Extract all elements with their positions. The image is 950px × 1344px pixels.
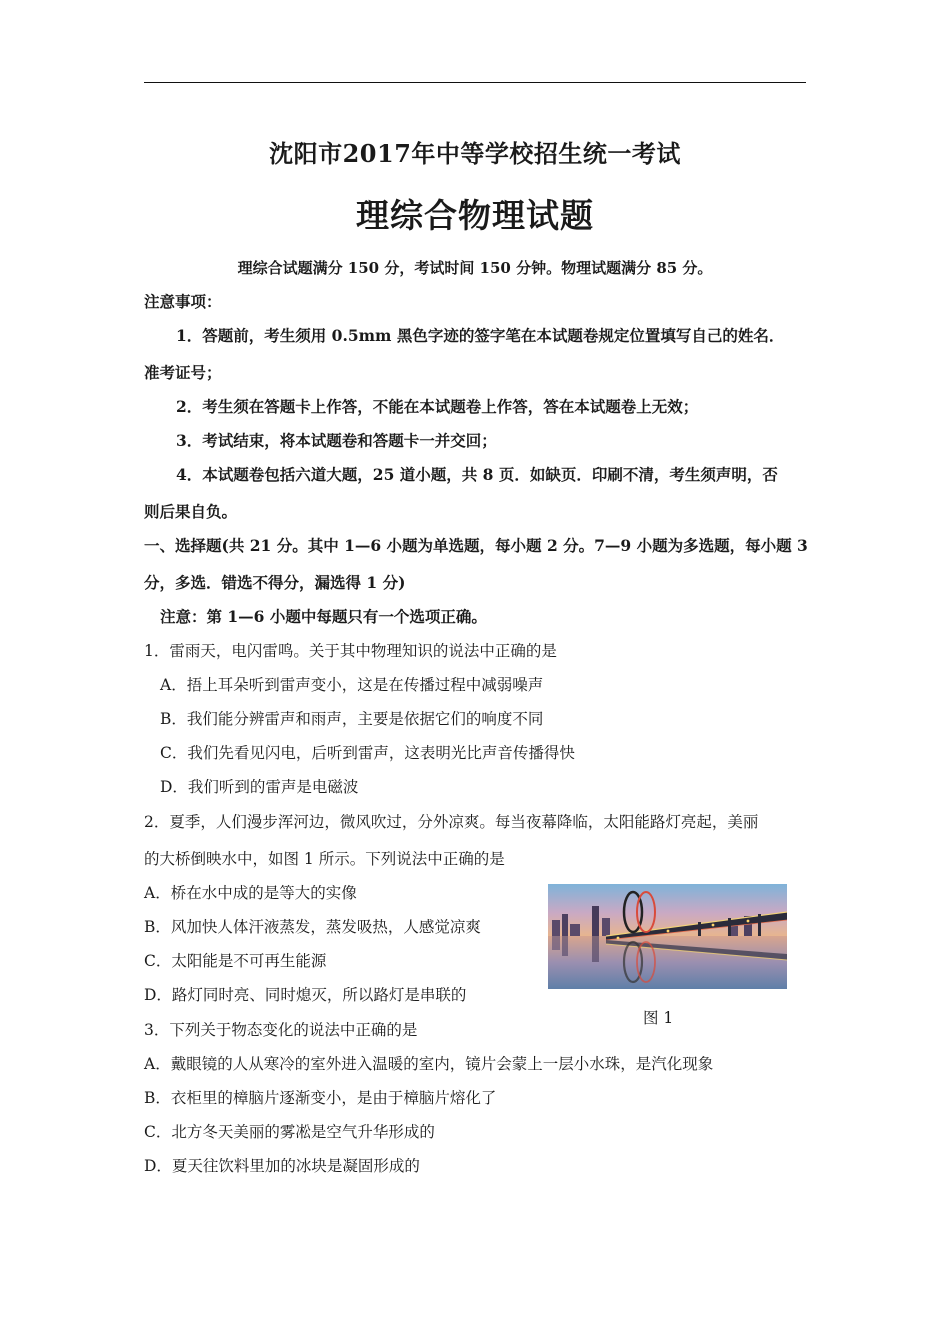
- q1-option-c: C．我们先看见闪电，后听到雷声，这表明光比声音传播得快: [160, 744, 575, 762]
- q2-stem: 2．夏季，人们漫步浑河边，微风吹过，分外凉爽。每当夜幕降临，太阳能路灯亮起，美丽: [144, 813, 759, 831]
- q3-option-a: A．戴眼镜的人从寒冷的室外进入温暖的室内，镜片会蒙上一层小水珠，是汽化现象: [144, 1055, 714, 1073]
- q3-stem: 3．下列关于物态变化的说法中正确的是: [144, 1021, 418, 1039]
- section1-heading: 一、选择题(共 21 分。其中 1—6 小题为单选题，每小题 2 分。7—9 小题为多选题，每小题 3: [144, 536, 808, 555]
- q2-option-d: D．路灯同时亮、同时熄灭，所以路灯是串联的: [144, 986, 467, 1004]
- notice-item-4-cont: 则后果自负。: [144, 502, 238, 521]
- q3-option-d: D．夏天往饮料里加的冰块是凝固形成的: [144, 1157, 420, 1175]
- q1-option-b: B．我们能分辨雷声和雨声，主要是依据它们的响度不同: [160, 710, 544, 728]
- q2-option-a: A．桥在水中成的是等大的实像: [144, 884, 357, 902]
- q3-option-b: B．衣柜里的樟脑片逐渐变小，是由于樟脑片熔化了: [144, 1089, 497, 1107]
- notice-item-4: 4．本试题卷包括六道大题，25 道小题，共 8 页．如缺页．印刷不清，考生须声明，否: [176, 465, 778, 484]
- figure-caption: 图 1: [643, 1009, 674, 1027]
- q3-option-c: C．北方冬天美丽的雾凇是空气升华形成的: [144, 1123, 435, 1141]
- q1-option-d: D．我们听到的雷声是电磁波: [160, 778, 359, 796]
- notice-item-1: 1．答题前，考生须用 0.5mm 黑色字迹的签字笔在本试题卷规定位置填写自己的姓名．: [176, 326, 785, 345]
- exam-title: 沈阳市2017年中等学校招生统一考试: [269, 139, 681, 168]
- q1-option-a: A．捂上耳朵听到雷声变小，这是在传播过程中减弱噪声: [160, 676, 544, 694]
- section1-heading-cont: 分，多选．错选不得分，漏选得 1 分): [144, 573, 406, 592]
- q2-stem-cont: 的大桥倒映水中，如图 1 所示。下列说法中正确的是: [144, 850, 505, 868]
- top-rule: [144, 82, 806, 83]
- notice-item-1-cont: 准考证号；: [144, 363, 222, 382]
- q1-stem: 1．雷雨天，电闪雷鸣。关于其中物理知识的说法中正确的是: [144, 642, 557, 660]
- scoring-line: 理综合试题满分 150 分，考试时间 150 分钟。物理试题满分 85 分。: [237, 259, 713, 277]
- q2-option-c: C．太阳能是不可再生能源: [144, 952, 327, 970]
- notice-heading: 注意事项：: [144, 292, 222, 311]
- bridge-photo: [548, 884, 787, 989]
- q2-option-b: B．风加快人体汗液蒸发，蒸发吸热，人感觉凉爽: [144, 918, 481, 936]
- exam-subtitle: 理综合物理试题: [356, 196, 594, 235]
- notice-item-2: 2．考生须在答题卡上作答，不能在本试题卷上作答，答在本试题卷上无效；: [176, 397, 699, 416]
- notice-item-3: 3．考试结束，将本试题卷和答题卡一并交回；: [176, 431, 497, 450]
- section1-note: 注意：第 1—6 小题中每题只有一个选项正确。: [160, 607, 487, 626]
